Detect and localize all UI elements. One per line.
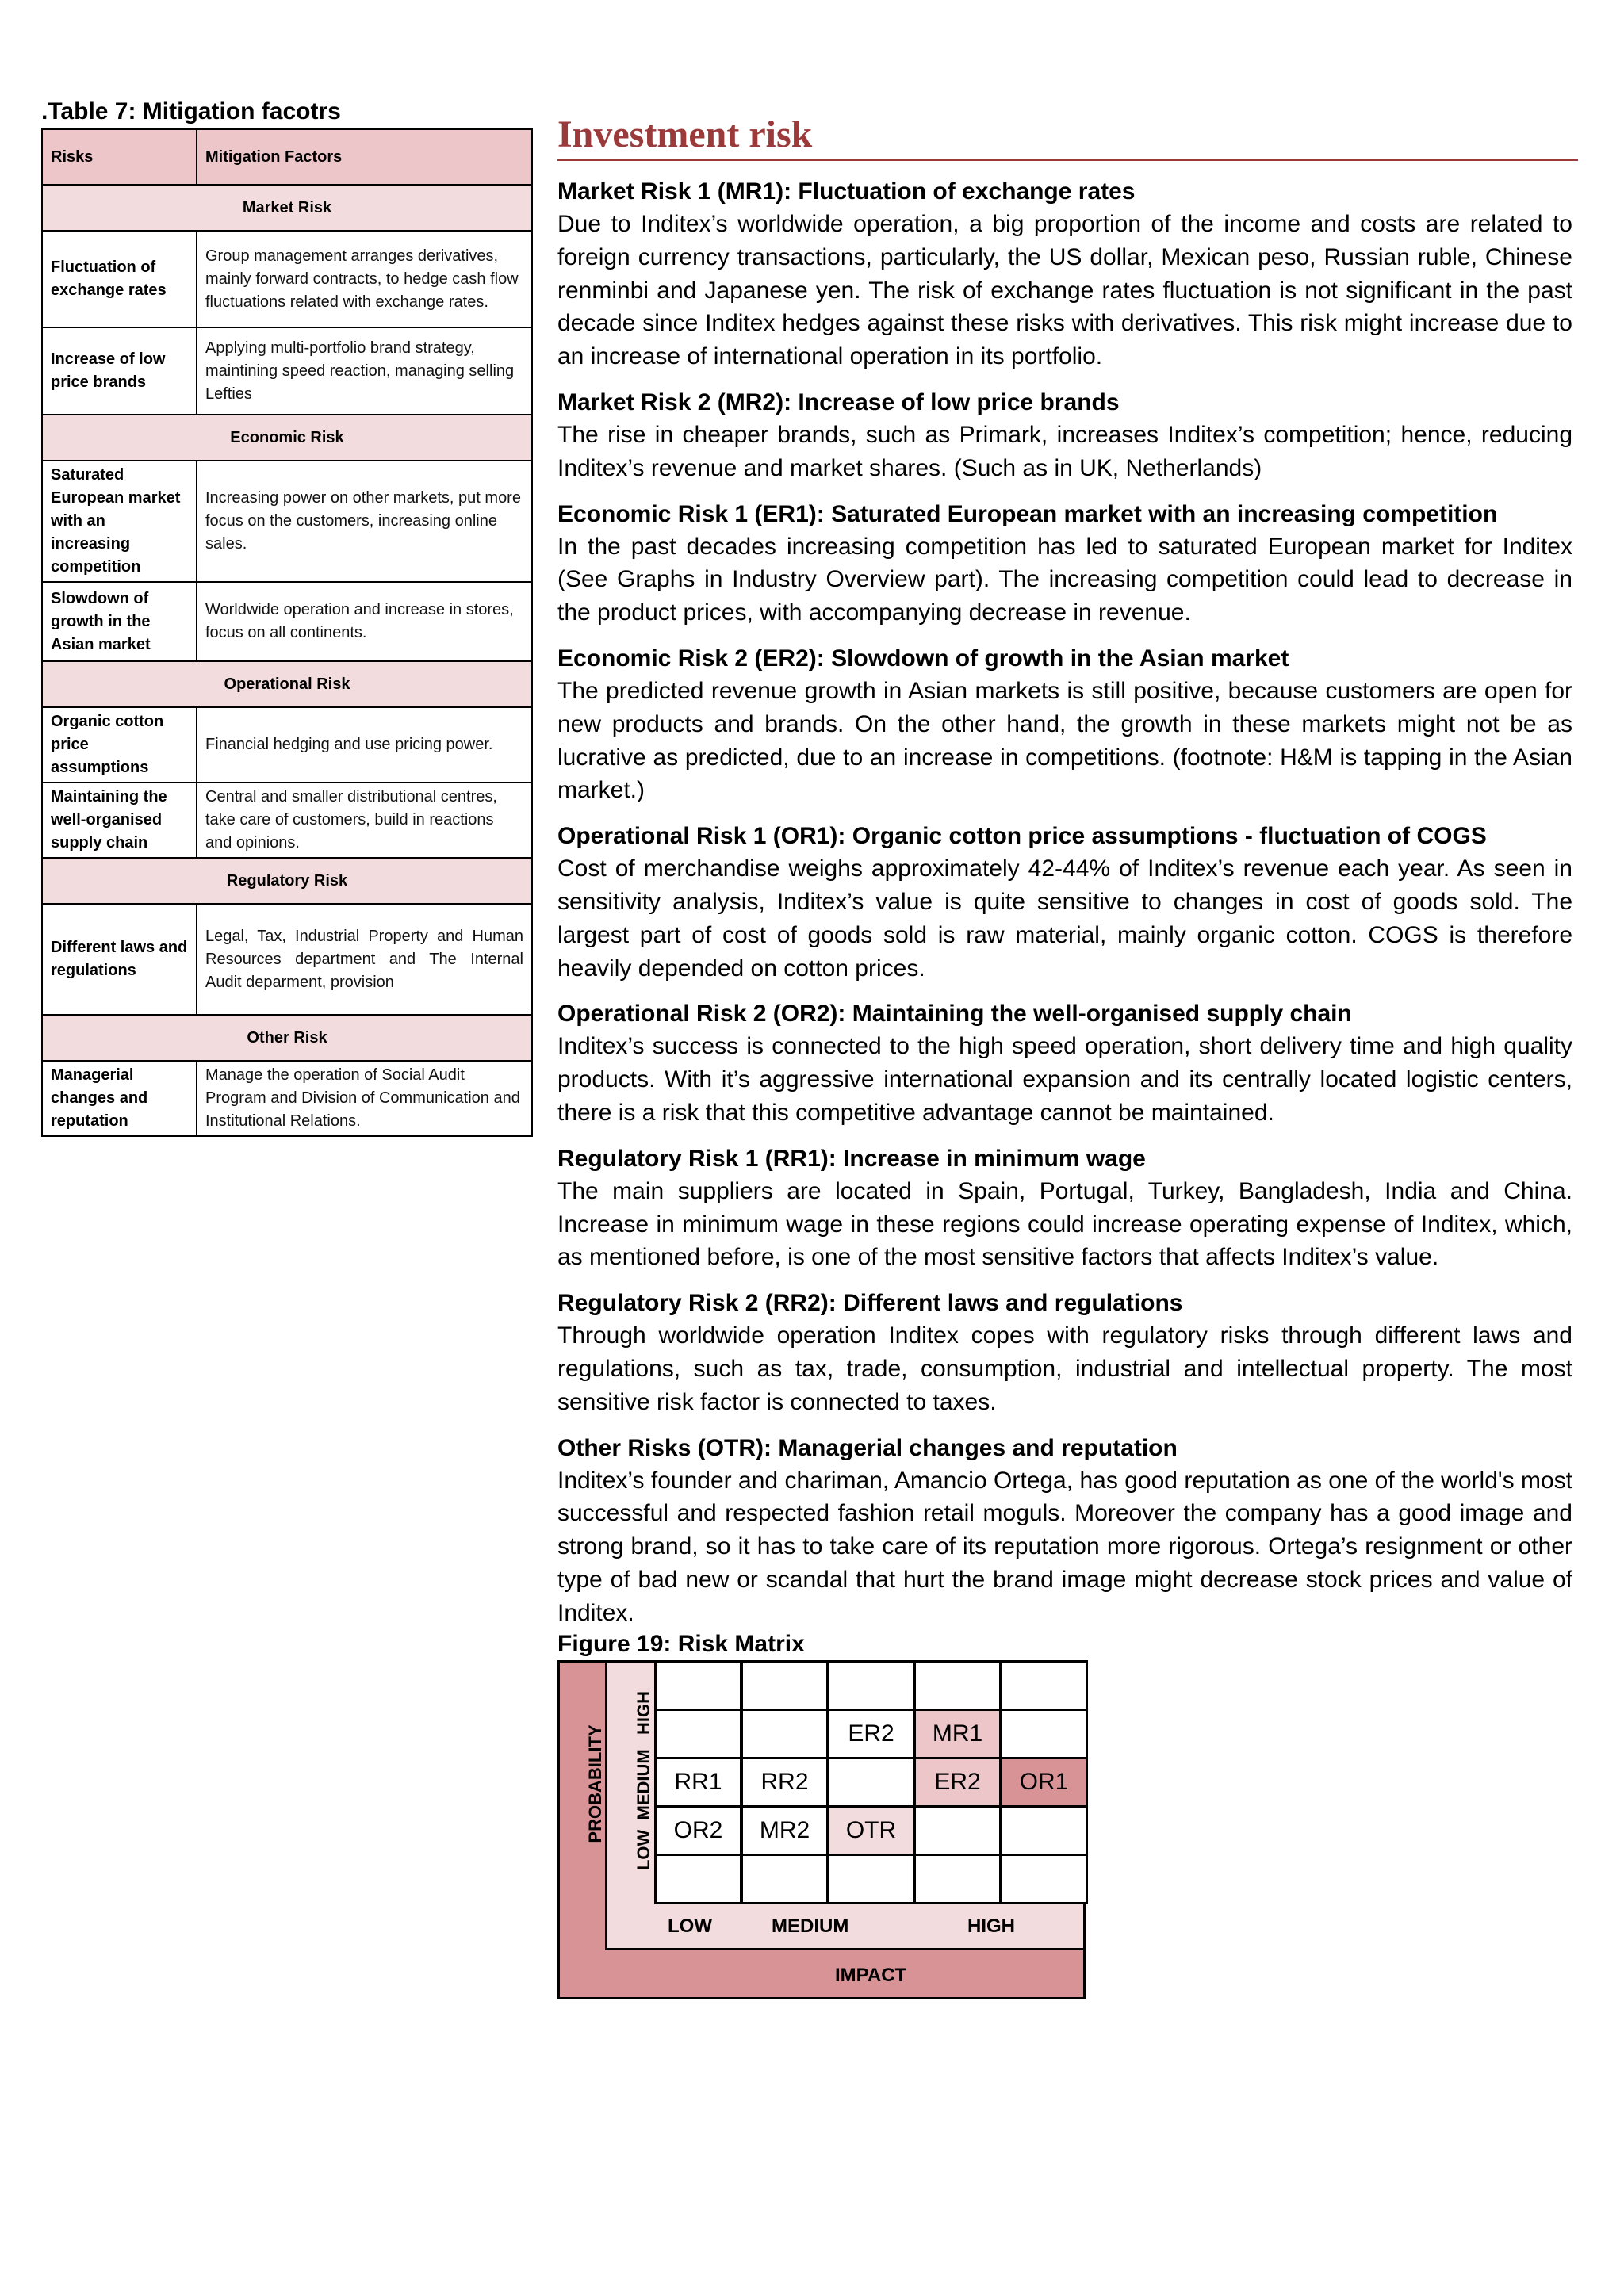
matrix-cell	[741, 1854, 829, 1904]
matrix-cell: RR2	[741, 1757, 829, 1808]
factor-cell: Worldwide operation and increase in stores, focus on all continents.	[197, 582, 532, 661]
matrix-cell	[654, 1660, 742, 1711]
matrix-cell	[914, 1805, 1002, 1856]
factor-cell: Legal, Tax, Industrial Property and Human Resources department and The Internal Audit deparment, provision	[197, 904, 532, 1015]
risk-matrix	[557, 1660, 1086, 1999]
risk-heading: Market Risk 1 (MR1): Fluctuation of exchange rates	[557, 178, 1136, 205]
category-row	[42, 858, 532, 904]
table-row	[42, 1061, 532, 1136]
probability-scale-label: LOW MEDIUM HIGH	[634, 1690, 653, 1870]
risk-cell: Slowdown of growth in the Asian market	[42, 582, 197, 661]
matrix-cell	[654, 1709, 742, 1759]
category-row	[42, 661, 532, 707]
factor-cell: Group management arranges derivatives, mainly forward contracts, to hedge cash flow fluctuations related with exchange rates.	[197, 231, 532, 327]
category-label: Economic Risk	[42, 415, 532, 461]
category-row	[42, 1015, 532, 1061]
table-row	[42, 231, 532, 327]
risk-text: Inditex’s success is connected to the high speed operation, short delivery time and high quality products. With it’s aggressive international expansion and its centrally located logistic centers, there is a risk that this competitive advantage cannot be maintained.	[557, 1033, 1572, 1126]
risk-block	[557, 820, 1572, 985]
risk-block	[557, 997, 1572, 1129]
category-label: Other Risk	[42, 1015, 532, 1061]
matrix-cell: MR2	[741, 1805, 829, 1856]
risk-text: The main suppliers are located in Spain, Portugal, Turkey, Bangladesh, India and China. Increase in minimum wage in these regions could increase operating expense of Inditex, which, as mentioned before, is one of the most sensitive factors that affects Inditex’s value.	[557, 1177, 1572, 1271]
matrix-cell	[741, 1709, 829, 1759]
mitigation-table-section	[41, 98, 533, 1137]
mitigation-table	[41, 128, 533, 1137]
table-row	[42, 327, 532, 415]
probability-axis-label: PROBABILITY	[585, 1724, 605, 1843]
figure-caption: Figure 19: Risk Matrix	[557, 1630, 805, 1657]
risk-cell: Organic cotton price assumptions	[42, 707, 197, 783]
risk-cell: Maintaining the well-organised supply chain	[42, 783, 197, 858]
matrix-cell	[1000, 1805, 1088, 1856]
table-caption: .Table 7: Mitigation facotrs	[41, 98, 341, 124]
section-title: Investment risk	[557, 113, 1578, 161]
risk-text: The predicted revenue growth in Asian markets is still positive, because customers are open for new products and brands. On the other hand, the growth in these markets might not be as lucrative as predicted, due to an increase in competitions. (footnote: H&M is tapping in the Asian market.)	[557, 677, 1572, 804]
investment-risk-section	[557, 113, 1572, 1999]
factor-cell: Applying multi-portfolio brand strategy, maintining speed reaction, managing selling Lefties	[197, 327, 532, 415]
risk-cell: Fluctuation of exchange rates	[42, 231, 197, 327]
risk-block	[557, 1432, 1572, 1630]
risk-block	[557, 642, 1572, 807]
matrix-cell	[1000, 1854, 1088, 1904]
category-row	[42, 185, 532, 231]
risk-block	[557, 1287, 1572, 1418]
matrix-cell: OTR	[827, 1805, 915, 1856]
matrix-cell	[827, 1757, 915, 1808]
table-row	[42, 904, 532, 1015]
matrix-cell: OR1	[1000, 1757, 1088, 1808]
impact-tick-low: LOW	[668, 1915, 712, 1937]
header-risks: Risks	[42, 129, 197, 185]
table-row	[42, 783, 532, 858]
matrix-cell: MR1	[914, 1709, 1002, 1759]
risk-cell: Different laws and regulations	[42, 904, 197, 1015]
risk-heading: Economic Risk 2 (ER2): Slowdown of growth in the Asian market	[557, 645, 1289, 672]
factor-cell: Increasing power on other markets, put more focus on the customers, increasing online sales.	[197, 461, 532, 582]
impact-tick-medium: MEDIUM	[772, 1915, 849, 1937]
risk-heading: Operational Risk 2 (OR2): Maintaining the well-organised supply chain	[557, 1001, 1352, 1027]
risk-heading: Operational Risk 1 (OR1): Organic cotton price assumptions - fluctuation of COGS	[557, 823, 1487, 850]
table-row	[42, 707, 532, 783]
table-row	[42, 582, 532, 661]
risk-heading: Regulatory Risk 1 (RR1): Increase in minimum wage	[557, 1145, 1146, 1172]
matrix-cell	[741, 1660, 829, 1711]
risk-block	[557, 386, 1572, 485]
category-label: Market Risk	[42, 185, 532, 231]
matrix-cell: OR2	[654, 1805, 742, 1856]
risk-text: Inditex’s founder and chariman, Amancio Ortega, has good reputation as one of the world's most successful and respected fashion retail moguls. Moreover the company has a good image and strong brand, so it has to take care of its reputation more rigorous. Ortega’s resignment or other type of bad new or scandal that hurt the brand image might decrease stock prices and value of Inditex.	[557, 1467, 1572, 1626]
matrix-cell	[827, 1660, 915, 1711]
risk-text: Cost of merchandise weighs approximately 42-44% of Inditex’s revenue each year. As seen in sensitivity analysis, Inditex’s value is quite sensitive to changes in cost of goods sold. The largest part of cost of goods sold is raw material, mainly organic cotton. COGS is therefore heavily depended on cotton prices.	[557, 855, 1572, 982]
risk-heading: Other Risks (OTR): Managerial changes and reputation	[557, 1434, 1178, 1461]
factor-cell: Financial hedging and use pricing power.	[197, 707, 532, 783]
category-label: Regulatory Risk	[42, 858, 532, 904]
matrix-cell	[914, 1660, 1002, 1711]
risk-heading: Economic Risk 1 (ER1): Saturated European market with an increasing competition	[557, 500, 1498, 527]
risk-block	[557, 1142, 1572, 1274]
factor-cell: Manage the operation of Social Audit Program and Division of Communication and Institutional Relations.	[197, 1061, 532, 1136]
risk-text: The rise in cheaper brands, such as Primark, increases Inditex’s competition; hence, reducing Inditex’s revenue and market shares. (Such as in UK, Netherlands)	[557, 421, 1572, 481]
matrix-grid	[654, 1660, 1086, 1902]
matrix-cell	[827, 1854, 915, 1904]
risk-list	[557, 175, 1572, 1630]
table-row	[42, 461, 532, 582]
risk-text: Through worldwide operation Inditex copes with regulatory risks through different laws and regulations, such as tax, trade, consumption, industrial and intellectual property. The most sensitive risk factor is connected to taxes.	[557, 1322, 1572, 1415]
impact-axis-label: IMPACT	[835, 1964, 907, 1986]
risk-text: In the past decades increasing competition has led to saturated European market for Inditex (See Graphs in Industry Overview part). The increasing competition could lead to decrease in the product prices, with accompanying decrease in revenue.	[557, 533, 1572, 626]
risk-heading: Market Risk 2 (MR2): Increase of low price brands	[557, 388, 1120, 415]
risk-cell: Managerial changes and reputation	[42, 1061, 197, 1136]
risk-cell: Increase of low price brands	[42, 327, 197, 415]
matrix-cell	[1000, 1660, 1088, 1711]
matrix-cell: ER2	[827, 1709, 915, 1759]
matrix-cell: RR1	[654, 1757, 742, 1808]
risk-block	[557, 498, 1572, 629]
risk-cell: Saturated European market with an increasing competition	[42, 461, 197, 582]
risk-block	[557, 175, 1572, 373]
matrix-cell	[1000, 1709, 1088, 1759]
matrix-cell: ER2	[914, 1757, 1002, 1808]
factor-cell: Central and smaller distributional centres, take care of customers, build in reactions and opinions.	[197, 783, 532, 858]
risk-heading: Regulatory Risk 2 (RR2): Different laws and regulations	[557, 1290, 1183, 1317]
table-header-row	[42, 129, 532, 185]
risk-text: Due to Inditex’s worldwide operation, a big proportion of the income and costs are related to foreign currency transactions, particularly, the US dollar, Mexican peso, Russian ruble, Chinese renminbi and Japanese yen. The risk of exchange rates fluctuation is not significant in the past decade since Inditex hedges against these risks with derivatives. This risk might increase due to an increase of international operation in its portfolio.	[557, 211, 1572, 370]
matrix-cell	[654, 1854, 742, 1904]
impact-tick-high: HIGH	[967, 1915, 1015, 1937]
header-mitigation-factors: Mitigation Factors	[197, 129, 532, 185]
category-label: Operational Risk	[42, 661, 532, 707]
matrix-cell	[914, 1854, 1002, 1904]
category-row	[42, 415, 532, 461]
